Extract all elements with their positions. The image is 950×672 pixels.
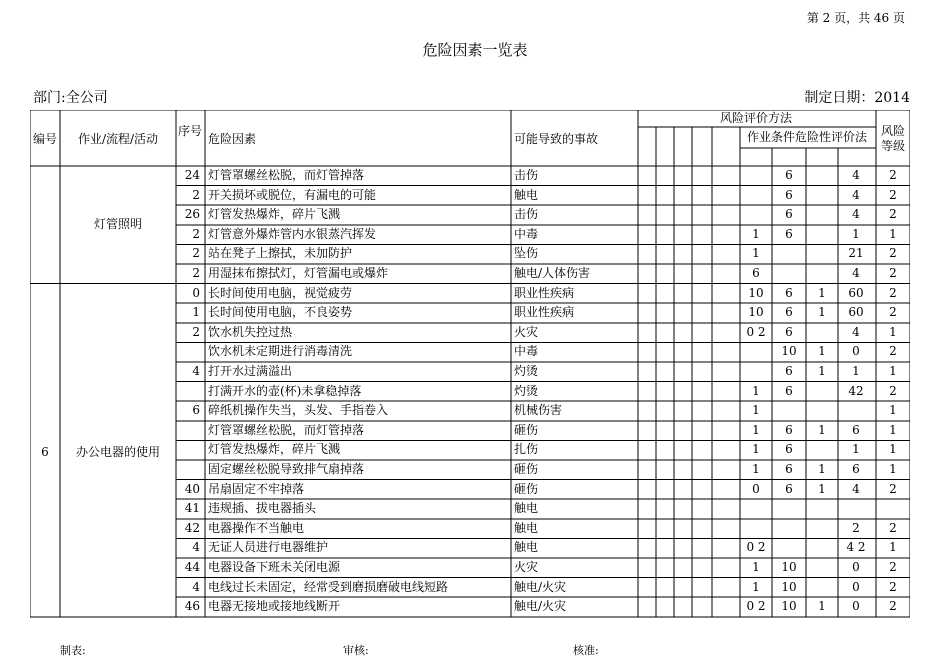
row-hazard: 电器操作不当触电 [208, 520, 305, 535]
row-hazard: 无证人员进行电器维护 [208, 540, 329, 555]
row-value-4: 1 [852, 442, 860, 457]
header-no: 编号 [32, 132, 57, 146]
row-level: 2 [889, 285, 897, 300]
row-hazard: 吊扇固定不牢掉落 [208, 481, 305, 496]
row-value-3: 1 [818, 481, 826, 496]
row-level: 1 [889, 226, 897, 241]
row-value-3: 1 [818, 599, 826, 614]
row-value-4: 4 [852, 207, 860, 222]
group-no: 6 [41, 445, 49, 459]
row-seq: 6 [192, 403, 200, 418]
reviewed-by-label: 审核: [343, 644, 369, 657]
row-accident: 触电 [514, 501, 539, 516]
row-value-2: 6 [785, 481, 793, 496]
row-value-1: 0 [752, 481, 760, 496]
row-value-1: 1 [752, 383, 760, 398]
page-number: 第 2 页，共 46 页 [806, 11, 905, 25]
row-value-4: 0 [852, 560, 860, 574]
row-seq: 46 [184, 599, 200, 614]
row-value-2: 6 [785, 168, 793, 182]
header-level: 风险等级 [880, 124, 905, 153]
row-value-3: 1 [818, 422, 826, 437]
row-value-1: 1 [752, 560, 760, 574]
approved-by-label: 核准: [573, 644, 599, 657]
row-accident: 击伤 [514, 168, 539, 182]
row-value-4: 21 [848, 246, 864, 261]
row-hazard: 打满开水的壶(杯)未拿稳掉落 [208, 383, 362, 398]
row-value-4: 6 [852, 422, 860, 437]
row-hazard: 饮水机失控过热 [208, 324, 293, 339]
row-value-2: 6 [785, 226, 793, 241]
row-value-1: 1 [752, 226, 760, 241]
group-activity: 灯管照明 [93, 217, 142, 231]
header-lec: 作业条件危险性评价法 [746, 130, 867, 144]
header-seq: 序号 [178, 124, 203, 138]
row-hazard: 灯管罩螺丝松脱，而灯管掉落 [208, 422, 365, 437]
row-hazard: 长时间使用电脑，不良姿势 [208, 305, 353, 320]
row-value-4: 4 [852, 168, 860, 182]
row-value-4: 60 [848, 285, 864, 300]
row-value-2: 6 [785, 285, 793, 300]
header-accident: 可能导致的事故 [514, 132, 599, 146]
row-level: 2 [889, 305, 897, 320]
row-value-2: 6 [785, 364, 793, 378]
row-value-1: 1 [752, 579, 760, 594]
row-value-4: 4 [852, 187, 860, 202]
row-level: 1 [889, 403, 897, 418]
row-accident: 击伤 [514, 207, 539, 222]
row-value-2: 10 [781, 344, 797, 359]
row-hazard: 灯管发热爆炸，碎片飞溅 [208, 207, 341, 222]
row-hazard: 固定螺丝松脱导致排气扇掉落 [208, 462, 365, 476]
row-accident: 触电 [514, 187, 539, 202]
row-value-2: 6 [785, 383, 793, 398]
row-seq: 4 [192, 540, 200, 555]
row-accident: 职业性疾病 [514, 305, 575, 320]
row-value-2: 10 [781, 579, 797, 594]
row-value-3: 1 [818, 305, 826, 320]
row-hazard: 打开水过满溢出 [208, 364, 293, 378]
row-level: 1 [889, 422, 897, 437]
row-level: 2 [889, 246, 897, 261]
row-accident: 职业性疾病 [514, 285, 575, 300]
row-level: 2 [889, 168, 897, 182]
row-accident: 砸伤 [514, 462, 539, 476]
row-accident: 触电 [514, 540, 539, 555]
row-value-4: 0 [852, 599, 860, 614]
row-level: 1 [889, 442, 897, 457]
row-accident: 灼烫 [514, 383, 539, 398]
row-value-1: 0 2 [746, 599, 766, 614]
row-value-1: 1 [752, 403, 760, 418]
row-value-3: 1 [818, 462, 826, 476]
row-value-4: 0 [852, 579, 860, 594]
row-seq: 1 [192, 305, 200, 320]
row-level: 2 [889, 266, 897, 280]
row-seq: 2 [192, 226, 200, 241]
row-hazard: 开关损坏或脱位，有漏电的可能 [208, 187, 377, 202]
row-value-1: 1 [752, 442, 760, 457]
row-value-2: 6 [785, 187, 793, 202]
row-value-4: 4 [852, 324, 860, 339]
row-level: 1 [889, 364, 897, 378]
row-level: 2 [889, 599, 897, 614]
row-value-2: 6 [785, 207, 793, 222]
row-seq: 0 [192, 285, 200, 300]
row-seq: 40 [184, 481, 200, 496]
row-hazard: 用湿抹布擦拭灯，灯管漏电或爆炸 [208, 266, 389, 280]
row-value-2: 10 [781, 560, 797, 574]
row-level: 2 [889, 520, 897, 535]
row-value-2: 6 [785, 462, 793, 476]
header-hazard: 危险因素 [208, 132, 257, 146]
row-value-1: 0 2 [746, 324, 766, 339]
row-value-2: 6 [785, 422, 793, 437]
row-value-3: 1 [818, 344, 826, 359]
row-value-2: 6 [785, 324, 793, 339]
row-hazard: 碎纸机操作失当，头发、手指卷入 [208, 403, 389, 418]
row-level: 2 [889, 344, 897, 359]
row-value-4: 4 [852, 481, 860, 496]
row-seq: 44 [184, 560, 200, 574]
row-value-2: 6 [785, 305, 793, 320]
row-level: 2 [889, 207, 897, 222]
prepared-by-label: 制表: [60, 644, 86, 657]
row-accident: 触电 [514, 520, 539, 535]
row-hazard: 灯管意外爆炸管内水银蒸汽挥发 [208, 226, 377, 241]
row-level: 2 [889, 383, 897, 398]
row-value-2: 10 [781, 599, 797, 614]
row-accident: 扎伤 [514, 442, 539, 457]
group-activity: 办公电器的使用 [75, 445, 160, 459]
row-value-1: 0 2 [746, 540, 766, 555]
row-value-1: 1 [752, 422, 760, 437]
row-seq: 26 [184, 207, 200, 222]
row-value-4: 6 [852, 462, 860, 476]
row-value-1: 6 [752, 266, 760, 280]
date-label: 制定日期：2014 [804, 90, 910, 106]
department-label: 部门:全公司 [33, 90, 108, 106]
row-hazard: 违规插、拔电器插头 [208, 501, 317, 516]
row-value-4: 1 [852, 226, 860, 241]
row-value-4: 4 [852, 266, 860, 280]
row-seq: 2 [192, 266, 200, 280]
row-seq: 2 [192, 187, 200, 202]
row-seq: 2 [192, 324, 200, 339]
row-accident: 机械伤害 [514, 403, 563, 418]
row-hazard: 长时间使用电脑，视觉疲劳 [208, 285, 353, 300]
row-value-1: 10 [748, 305, 764, 320]
row-value-2: 6 [785, 442, 793, 457]
row-value-4: 2 [852, 520, 860, 535]
row-accident: 砸伤 [514, 422, 539, 437]
row-accident: 触电/火灾 [514, 579, 567, 594]
row-value-4: 42 [848, 383, 864, 398]
row-value-4: 1 [852, 364, 860, 378]
row-level: 1 [889, 324, 897, 339]
row-hazard: 站在凳子上擦拭，未加防护 [208, 246, 353, 261]
row-value-1: 10 [748, 285, 764, 300]
row-accident: 中毒 [514, 226, 539, 241]
row-seq: 4 [192, 364, 200, 378]
row-value-3: 1 [818, 364, 826, 378]
row-seq: 4 [192, 579, 200, 594]
row-value-4: 0 [852, 344, 860, 359]
row-hazard: 灯管发热爆炸，碎片飞溅 [208, 442, 341, 457]
row-accident: 中毒 [514, 344, 539, 359]
row-level: 1 [889, 462, 897, 476]
row-level: 2 [889, 481, 897, 496]
row-value-1: 1 [752, 462, 760, 476]
document-title: 危险因素一览表 [422, 41, 528, 59]
row-value-1: 1 [752, 246, 760, 261]
row-level: 2 [889, 187, 897, 202]
row-accident: 砸伤 [514, 481, 539, 496]
row-accident: 触电/人体伤害 [514, 266, 591, 280]
row-level: 1 [889, 540, 897, 555]
row-hazard: 电器无接地或接地线断开 [208, 599, 341, 614]
row-accident: 火灾 [514, 560, 539, 574]
row-accident: 触电/火灾 [514, 599, 567, 614]
row-seq: 24 [184, 168, 200, 182]
row-level: 2 [889, 579, 897, 594]
row-accident: 坠伤 [514, 246, 539, 261]
row-seq: 2 [192, 246, 200, 261]
row-value-4: 60 [848, 305, 864, 320]
row-level: 2 [889, 560, 897, 574]
row-seq: 42 [184, 520, 200, 535]
row-hazard: 饮水机未定期进行消毒清洗 [208, 344, 353, 359]
row-hazard: 电器设备下班未关闭电源 [208, 560, 341, 574]
row-seq: 41 [184, 501, 200, 516]
row-hazard: 灯管罩螺丝松脱，而灯管掉落 [208, 168, 365, 182]
header-method: 风险评价方法 [719, 111, 792, 125]
row-accident: 灼烫 [514, 364, 539, 378]
row-hazard: 电线过长未固定，经常受到磨损磨破电线短路 [208, 579, 449, 594]
header-activity: 作业/流程/活动 [77, 132, 159, 146]
row-value-3: 1 [818, 285, 826, 300]
row-accident: 火灾 [514, 324, 539, 339]
row-value-4: 4 2 [846, 540, 866, 555]
